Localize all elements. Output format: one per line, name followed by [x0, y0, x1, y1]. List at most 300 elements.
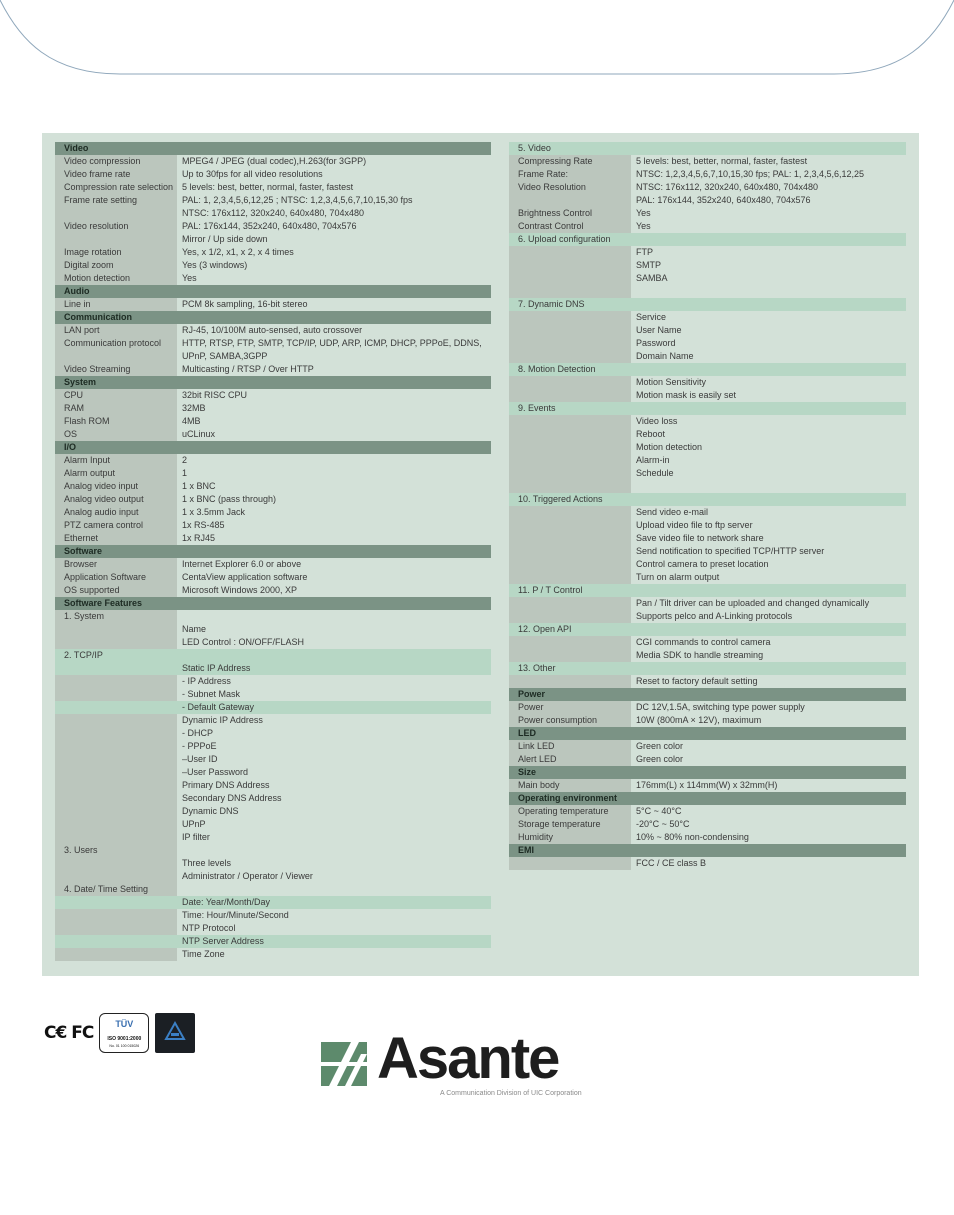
- spec-key: [55, 350, 177, 363]
- spec-value: Send video e-mail: [636, 507, 709, 517]
- spec-value: Control camera to preset location: [636, 559, 769, 569]
- section-header: [509, 688, 906, 701]
- spec-row: [509, 415, 906, 428]
- spec-value: [177, 883, 491, 896]
- section-header: [55, 597, 491, 610]
- spec-key: [509, 636, 631, 649]
- spec-value: Supports pelco and A-Linking protocols: [636, 611, 793, 621]
- spec-row: [509, 740, 906, 753]
- spec-key: RAM: [55, 402, 177, 415]
- brand-name: Asante: [377, 1026, 559, 1091]
- section-header: [509, 727, 906, 740]
- spec-row: [509, 701, 906, 714]
- spec-value: Service: [636, 312, 667, 322]
- spec-row: [55, 480, 491, 493]
- spec-key: [55, 636, 177, 649]
- spec-value: - IP Address: [182, 676, 231, 686]
- spec-value: Mirror / Up side down: [182, 234, 268, 244]
- spec-key: [55, 857, 177, 870]
- spec-row: [55, 233, 491, 246]
- spec-value: NTSC: 176x112, 320x240, 640x480, 704x480: [182, 208, 364, 218]
- spec-key: [509, 649, 631, 662]
- spec-value: Dynamic IP Address: [182, 715, 263, 725]
- spec-value: Media SDK to handle streaming: [636, 650, 764, 660]
- spec-key: [55, 753, 177, 766]
- spec-value: Internet Explorer 6.0 or above: [182, 559, 302, 569]
- spec-row: [55, 610, 491, 623]
- spec-key: Analog video output: [55, 493, 177, 506]
- spec-key: I/O: [64, 442, 77, 452]
- subsection-header: [55, 649, 491, 662]
- spec-key: 10. Triggered Actions: [518, 494, 603, 504]
- spec-row: [55, 454, 491, 467]
- spec-key: 11. P / T Control: [518, 585, 583, 595]
- spec-value: 32MB: [182, 403, 206, 413]
- spec-value: Secondary DNS Address: [182, 793, 282, 803]
- spec-key: OS: [55, 428, 177, 441]
- spec-row: [509, 675, 906, 688]
- spec-row: [55, 766, 491, 779]
- spec-value: 1 x 3.5mm Jack: [182, 507, 246, 517]
- spec-key: OS supported: [55, 584, 177, 597]
- spec-row: [55, 350, 491, 363]
- spec-row: [509, 285, 906, 298]
- spec-row: [509, 467, 906, 480]
- spec-key: [55, 207, 177, 220]
- spec-key: System: [64, 377, 97, 387]
- spec-row: [55, 259, 491, 272]
- spec-row: [55, 532, 491, 545]
- spec-row: [55, 493, 491, 506]
- spec-value: Domain Name: [636, 351, 694, 361]
- spec-row: [55, 415, 491, 428]
- section-header: [55, 285, 491, 298]
- spec-key: [55, 233, 177, 246]
- iso-reg-number: No. 01 100 015026: [109, 1044, 140, 1048]
- spec-value: 1: [182, 468, 188, 478]
- spec-row: [509, 350, 906, 363]
- spec-value: UPnP: [182, 819, 206, 829]
- spec-value: Yes (3 windows): [182, 260, 248, 270]
- spec-key: LED: [518, 728, 536, 738]
- tuv-label: TÜV: [115, 1019, 134, 1029]
- spec-key: Communication protocol: [55, 337, 177, 350]
- spec-row: [509, 207, 906, 220]
- spec-key: [55, 870, 177, 883]
- spec-key: Frame rate setting: [55, 194, 177, 207]
- spec-key: Software Features: [64, 598, 143, 608]
- spec-row: [55, 272, 491, 285]
- spec-value: - Subnet Mask: [182, 689, 241, 699]
- spec-row: [55, 753, 491, 766]
- spec-key: [55, 623, 177, 636]
- spec-value: Microsoft Windows 2000, XP: [182, 585, 298, 595]
- spec-row: [509, 428, 906, 441]
- spec-row: [509, 168, 906, 181]
- spec-key: Operating environment: [518, 793, 618, 803]
- spec-key: [55, 922, 177, 935]
- spec-key: Flash ROM: [55, 415, 177, 428]
- spec-row: [55, 714, 491, 727]
- tuv-iso-badge: [99, 1013, 149, 1053]
- spec-value: 10W (800mA × 12V), maximum: [636, 715, 762, 725]
- spec-row: [55, 727, 491, 740]
- section-header: [509, 844, 906, 857]
- spec-value: –User Password: [182, 767, 249, 777]
- subsection-header: [509, 142, 906, 155]
- spec-key: [55, 701, 177, 714]
- spec-row: [55, 779, 491, 792]
- spec-value: Yes, x 1/2, x1, x 2, x 4 times: [182, 247, 294, 257]
- spec-row: [55, 571, 491, 584]
- spec-key: [55, 779, 177, 792]
- spec-key: 9. Events: [518, 403, 556, 413]
- spec-value: 5°C ~ 40°C: [636, 806, 682, 816]
- spec-key: Power: [518, 689, 546, 699]
- spec-key: Contrast Control: [509, 220, 631, 233]
- spec-key: Application Software: [55, 571, 177, 584]
- section-header: [55, 311, 491, 324]
- spec-row: [55, 168, 491, 181]
- spec-value: HTTP, RTSP, FTP, SMTP, TCP/IP, UDP, ARP, ICMP, DHCP, PPPoE, DDNS,: [182, 338, 482, 348]
- subsection-header: [509, 233, 906, 246]
- spec-row: [509, 532, 906, 545]
- spec-value: User Name: [636, 325, 682, 335]
- spec-row: [509, 324, 906, 337]
- spec-row: [509, 181, 906, 194]
- spec-row: [509, 480, 906, 493]
- spec-key: [509, 571, 631, 584]
- spec-row: [55, 467, 491, 480]
- spec-row: [509, 753, 906, 766]
- iso-label: ISO 9001:2000: [107, 1036, 142, 1042]
- spec-value: LED Control : ON/OFF/FLASH: [182, 637, 305, 647]
- spec-value: - PPPoE: [182, 741, 217, 751]
- spec-row: [55, 402, 491, 415]
- spec-key: LAN port: [55, 324, 177, 337]
- spec-row: [509, 259, 906, 272]
- spec-key: Video compression: [55, 155, 177, 168]
- spec-row: [55, 662, 491, 675]
- spec-row: [55, 337, 491, 350]
- spec-row: [55, 688, 491, 701]
- spec-row: [55, 857, 491, 870]
- spec-row: [55, 519, 491, 532]
- spec-value: Time: Hour/Minute/Second: [182, 910, 289, 920]
- spec-row: [55, 922, 491, 935]
- spec-row: [509, 441, 906, 454]
- spec-value: MPEG4 / JPEG (dual codec),H.263(for 3GPP): [182, 156, 367, 166]
- spec-value: Upload video file to ftp server: [636, 520, 753, 530]
- spec-key: [509, 285, 631, 298]
- spec-key: [509, 259, 631, 272]
- spec-key: [55, 896, 177, 909]
- spec-key: Video resolution: [55, 220, 177, 233]
- spec-row: [55, 155, 491, 168]
- spec-row: [55, 870, 491, 883]
- spec-key: [55, 818, 177, 831]
- spec-value: Yes: [636, 208, 651, 218]
- spec-key: Video: [64, 143, 89, 153]
- spec-key: [509, 246, 631, 259]
- spec-row: [509, 155, 906, 168]
- subsection-header: [509, 584, 906, 597]
- spec-value: [631, 285, 906, 298]
- spec-key: Brightness Control: [509, 207, 631, 220]
- spec-row: [509, 714, 906, 727]
- section-header: [55, 142, 491, 155]
- spec-value: uCLinux: [182, 429, 216, 439]
- spec-key: 8. Motion Detection: [518, 364, 596, 374]
- spec-key: [55, 714, 177, 727]
- spec-value: Date: Year/Month/Day: [177, 896, 491, 909]
- spec-value: 1 x BNC (pass through): [182, 494, 277, 504]
- spec-row: [55, 246, 491, 259]
- spec-row: [55, 935, 491, 948]
- spec-row: [509, 311, 906, 324]
- spec-key: 2. TCP/IP: [64, 650, 103, 660]
- spec-key: Analog audio input: [55, 506, 177, 519]
- spec-key: Image rotation: [55, 246, 177, 259]
- spec-row: [55, 896, 491, 909]
- spec-value: Yes: [636, 221, 651, 231]
- spec-row: [55, 636, 491, 649]
- spec-value: [177, 844, 491, 857]
- spec-value: DC 12V,1.5A, switching type power supply: [636, 702, 805, 712]
- spec-row: [55, 883, 491, 896]
- spec-value: Up to 30fps for all video resolutions: [182, 169, 323, 179]
- spec-key: [509, 337, 631, 350]
- spec-value: Green color: [636, 741, 684, 751]
- spec-value: [177, 610, 491, 623]
- spec-row: [55, 701, 491, 714]
- spec-key: Compression rate selection: [55, 181, 177, 194]
- spec-key: [509, 350, 631, 363]
- spec-key: Humidity: [509, 831, 631, 844]
- spec-key: [509, 376, 631, 389]
- spec-key: [509, 675, 631, 688]
- spec-row: [55, 948, 491, 961]
- spec-value: Schedule: [636, 468, 674, 478]
- spec-row: [55, 220, 491, 233]
- spec-column-left: [55, 142, 491, 961]
- spec-value: Password: [636, 338, 676, 348]
- section-header: [55, 441, 491, 454]
- spec-key: [509, 272, 631, 285]
- spec-key: Power: [509, 701, 631, 714]
- spec-value: Three levels: [182, 858, 232, 868]
- spec-key: CPU: [55, 389, 177, 402]
- spec-value: Turn on alarm output: [636, 572, 720, 582]
- spec-value: Static IP Address: [177, 662, 491, 675]
- spec-key: [509, 610, 631, 623]
- spec-row: [509, 636, 906, 649]
- spec-key: Size: [518, 767, 537, 777]
- spec-key: Power consumption: [509, 714, 631, 727]
- spec-key: Motion detection: [55, 272, 177, 285]
- spec-value: Video loss: [636, 416, 678, 426]
- spec-row: [55, 558, 491, 571]
- spec-key: [509, 324, 631, 337]
- spec-key: Line in: [55, 298, 177, 311]
- spec-value: 10% ~ 80% non-condensing: [636, 832, 749, 842]
- spec-value: Motion Sensitivity: [636, 377, 707, 387]
- spec-row: [55, 805, 491, 818]
- spec-row: [55, 324, 491, 337]
- spec-key: Alert LED: [509, 753, 631, 766]
- spec-key: Video Resolution: [509, 181, 631, 194]
- subsection-header: [509, 662, 906, 675]
- spec-key: Video frame rate: [55, 168, 177, 181]
- spec-key: Link LED: [509, 740, 631, 753]
- spec-row: [55, 428, 491, 441]
- spec-key: [509, 597, 631, 610]
- spec-key: Ethernet: [55, 532, 177, 545]
- spec-key: 3. Users: [55, 844, 177, 857]
- spec-key: [509, 519, 631, 532]
- spec-value: CGI commands to control camera: [636, 637, 771, 647]
- spec-key: [509, 532, 631, 545]
- spec-row: [509, 519, 906, 532]
- spec-key: 5. Video: [518, 143, 551, 153]
- spec-value: Primary DNS Address: [182, 780, 270, 790]
- spec-value: -20°C ~ 50°C: [636, 819, 690, 829]
- spec-row: [509, 220, 906, 233]
- spec-row: [55, 389, 491, 402]
- spec-key: Main body: [509, 779, 631, 792]
- certification-logos: [44, 1012, 195, 1054]
- spec-key: Analog video input: [55, 480, 177, 493]
- spec-value: –User ID: [182, 754, 218, 764]
- spec-row: [55, 909, 491, 922]
- spec-value: NTP Server Address: [177, 935, 491, 948]
- spec-key: 1. System: [55, 610, 177, 623]
- spec-value: 1x RS-485: [182, 520, 225, 530]
- spec-value: 2: [182, 455, 188, 465]
- spec-key: [509, 415, 631, 428]
- spec-key: PTZ camera control: [55, 519, 177, 532]
- spec-value: 1x RJ45: [182, 533, 216, 543]
- spec-key: [509, 441, 631, 454]
- spec-key: [55, 909, 177, 922]
- spec-row: [509, 831, 906, 844]
- section-header: [55, 376, 491, 389]
- spec-row: [55, 207, 491, 220]
- spec-row: [55, 675, 491, 688]
- brand-tagline: A Communication Division of UIC Corporation: [440, 1090, 582, 1097]
- spec-key: Browser: [55, 558, 177, 571]
- spec-key: [55, 792, 177, 805]
- spec-row: [509, 610, 906, 623]
- spec-key: [509, 480, 631, 493]
- spec-row: [509, 818, 906, 831]
- spec-row: [509, 376, 906, 389]
- ce-fc-mark: C€ FC: [44, 1023, 94, 1043]
- spec-value: SAMBA: [636, 273, 668, 283]
- spec-key: [55, 766, 177, 779]
- spec-key: [509, 467, 631, 480]
- spec-value: Motion detection: [636, 442, 703, 452]
- spec-key: [509, 506, 631, 519]
- spec-key: Alarm output: [55, 467, 177, 480]
- section-header: [55, 545, 491, 558]
- spec-value: Yes: [182, 273, 197, 283]
- subsection-header: [509, 493, 906, 506]
- spec-key: Video Streaming: [55, 363, 177, 376]
- spec-row: [55, 740, 491, 753]
- asante-logo-icon: [321, 1042, 367, 1086]
- spec-value: Reboot: [636, 429, 666, 439]
- subsection-header: [509, 402, 906, 415]
- spec-row: [55, 844, 491, 857]
- section-header: [509, 766, 906, 779]
- spec-row: [55, 298, 491, 311]
- spec-value: Motion mask is easily set: [636, 390, 737, 400]
- spec-value: Send notification to specified TCP/HTTP server: [636, 546, 825, 556]
- spec-key: EMI: [518, 845, 535, 855]
- asante-logo: [321, 1026, 585, 1100]
- spec-key: Frame Rate:: [509, 168, 631, 181]
- spec-key: [55, 740, 177, 753]
- spec-value: - DHCP: [182, 728, 213, 738]
- spec-key: [509, 389, 631, 402]
- spec-value: CentaView application software: [182, 572, 308, 582]
- spec-row: [509, 558, 906, 571]
- spec-value: IP filter: [182, 832, 210, 842]
- spec-value: Save video file to network share: [636, 533, 764, 543]
- spec-key: Alarm Input: [55, 454, 177, 467]
- subsection-header: [509, 623, 906, 636]
- spec-value: Dynamic DNS: [182, 806, 239, 816]
- spec-value: PAL: 1, 2,3,4,5,6,12,25 ; NTSC: 1,2,3,4,5,6,7,10,15,30 fps: [182, 195, 413, 205]
- spec-row: [55, 181, 491, 194]
- spec-key: 7. Dynamic DNS: [518, 299, 585, 309]
- spec-value: NTSC: 176x112, 320x240, 640x480, 704x480: [636, 182, 818, 192]
- spec-key: [55, 662, 177, 675]
- spec-value: Green color: [636, 754, 684, 764]
- spec-key: Compressing Rate: [509, 155, 631, 168]
- spec-key: [55, 727, 177, 740]
- spec-key: [509, 857, 631, 870]
- spec-row: [55, 831, 491, 844]
- spec-row: [55, 818, 491, 831]
- spec-row: [509, 454, 906, 467]
- spec-value: FTP: [636, 247, 653, 257]
- spec-value: FCC / CE class B: [636, 858, 707, 868]
- spec-key: [509, 454, 631, 467]
- spec-key: [55, 675, 177, 688]
- spec-value: NTSC: 1,2,3,4,5,6,7,10,15,30 fps; PAL: 1, 2,3,4,5,6,12,25: [636, 169, 864, 179]
- spec-value: Time Zone: [182, 949, 225, 959]
- spec-value: [631, 480, 906, 493]
- spec-key: [55, 831, 177, 844]
- spec-key: [509, 545, 631, 558]
- spec-row: [509, 805, 906, 818]
- section-header: [509, 792, 906, 805]
- spec-key: 12. Open API: [518, 624, 572, 634]
- spec-row: [509, 597, 906, 610]
- spec-value: Multicasting / RTSP / Over HTTP: [182, 364, 314, 374]
- spec-key: [509, 558, 631, 571]
- subsection-header: [509, 363, 906, 376]
- spec-row: [509, 389, 906, 402]
- spec-row: [509, 779, 906, 792]
- spec-row: [55, 506, 491, 519]
- spec-key: [55, 688, 177, 701]
- spec-value: SMTP: [636, 260, 662, 270]
- spec-value: 1 x BNC: [182, 481, 216, 491]
- spec-row: [509, 506, 906, 519]
